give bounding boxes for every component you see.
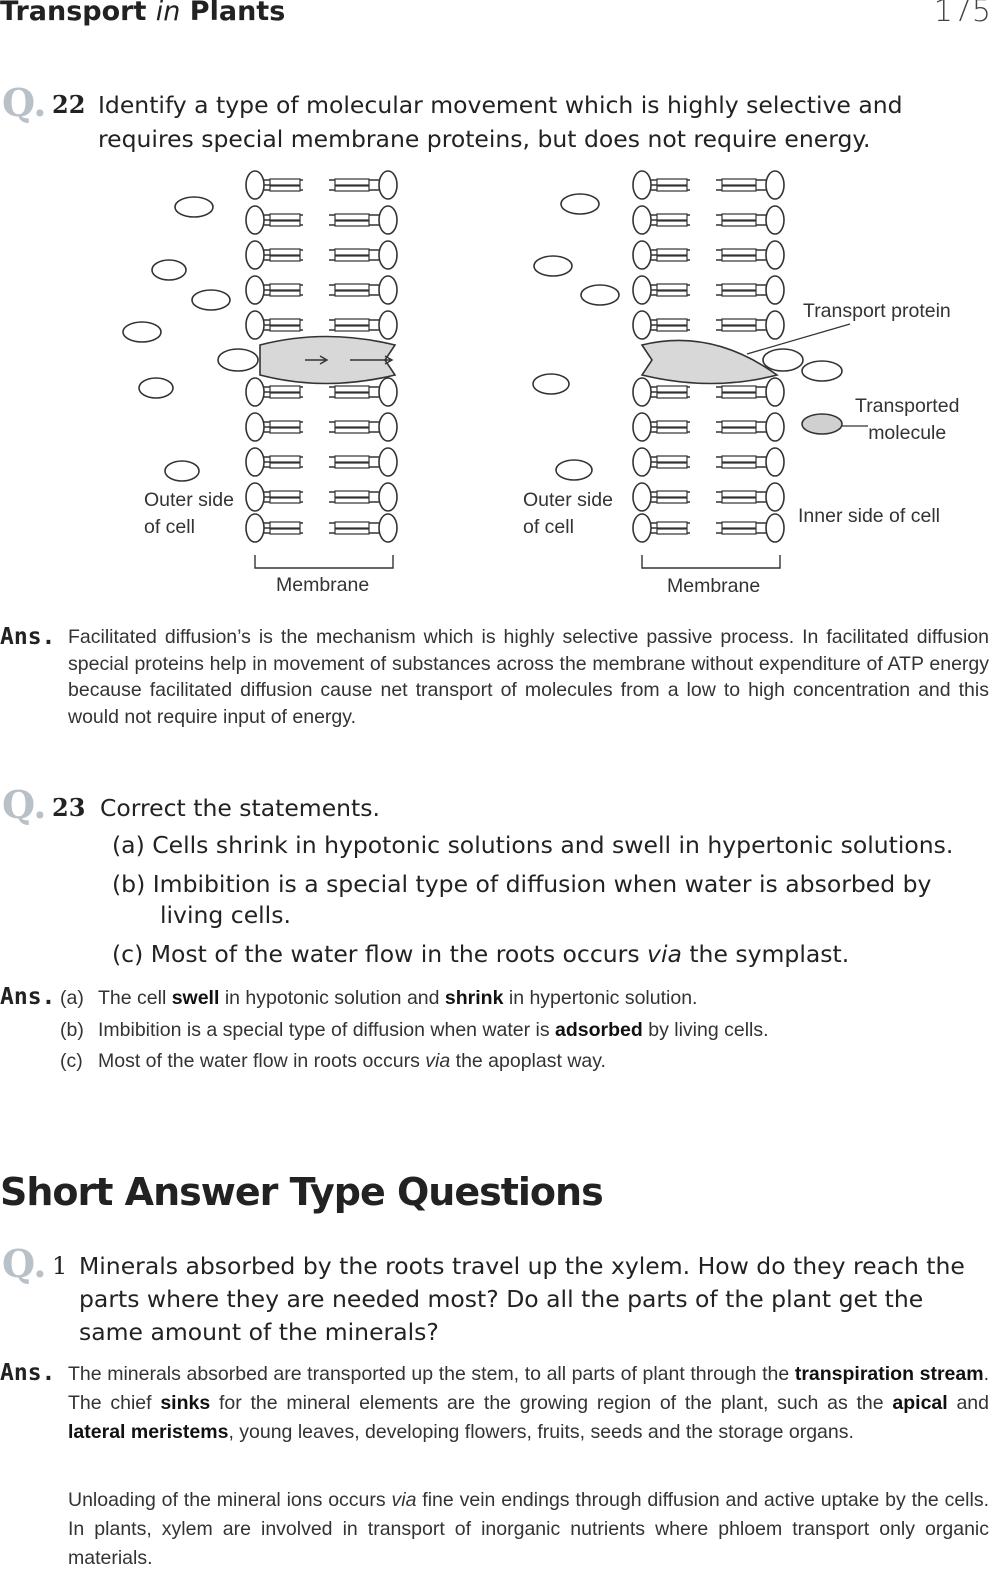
answer-22-text: Facilitated diffusion’s is the mechanism which is highly selective passive process. In facilitated diffusion special proteins help in movement of substances across the membrane without expenditure of ATP energy because facilitated diffusion cause net transport of molecules from a low to high concentration and this would not require input of energy. xyxy=(68,626,989,728)
left-membrane xyxy=(246,171,397,568)
answer-1-para-1: The minerals absorbed are transported up the stem, to all parts of plant through the transpiration stream. The chief sinks for the mineral elements are the growing region of the plant, such as the apical and lateral meristems, young leaves, developing flowers, fruits, seeds and the storage organs. xyxy=(68,1363,989,1443)
right-membrane-label: Membrane xyxy=(667,575,761,597)
question-23-item-b: (b) Imbibition is a special type of diffusion when water is absorbed by living cells. xyxy=(112,870,932,929)
right-molecules xyxy=(533,194,842,480)
answer-label: Ans. xyxy=(0,1360,56,1386)
question-23-stem: Correct the statements. xyxy=(100,794,380,822)
right-outer-side-label: Outer side of cell xyxy=(523,489,613,538)
question-23-item-c: (c) Most of the water flow in the roots occurs via the symplast. xyxy=(112,940,850,968)
running-header: Transport in Plants xyxy=(0,0,286,27)
question-1-text: Minerals absorbed by the roots travel up the xylem. How do they reach the parts where they are needed most? Do all the parts of the plant get the same amount of the minerals? xyxy=(79,1252,965,1346)
left-molecules xyxy=(123,197,258,481)
transported-molecule-label: Transported molecule xyxy=(855,395,960,444)
section-title: Short Answer Type Questions xyxy=(0,1170,603,1214)
question-mark-icon: Q. xyxy=(2,782,47,827)
page-number: 175 xyxy=(933,0,991,29)
question-mark-icon: Q. xyxy=(2,80,47,125)
transport-protein-label: Transport protein xyxy=(803,300,951,322)
answer-1-para-2: Unloading of the mineral ions occurs via fine vein endings through diffusion and active uptake by the cells. In plants, xylem are involved in transport of inorganic nutrients where phloem transport only organic materials. xyxy=(68,1489,989,1569)
question-number: 22 xyxy=(52,90,86,119)
question-mark-icon: Q. xyxy=(2,1241,47,1286)
question-number: 1 xyxy=(52,1252,68,1280)
left-outer-side-label: Outer side of cell xyxy=(144,489,234,538)
question-23-item-a: (a) Cells shrink in hypotonic solutions and swell in hypertonic solutions. xyxy=(112,831,954,859)
question-number: 23 xyxy=(52,793,86,822)
answer-label: Ans. xyxy=(0,984,56,1010)
answer-23-list: (a) The cell swell in hypotonic solution and shrink in hypertonic solution. (b) Imbibition is a special type of diffusion when water is adsorbed by living cells. (c) Most of the water flow in roots occurs via the apoplast way. xyxy=(60,987,769,1072)
answer-label: Ans. xyxy=(0,624,56,650)
inner-side-label: Inner side of cell xyxy=(798,505,940,527)
question-22-text: Identify a type of molecular movement which is highly selective and requires special membrane proteins, but does not require energy. xyxy=(98,91,903,153)
right-membrane xyxy=(633,171,784,568)
left-membrane-label: Membrane xyxy=(276,574,370,596)
